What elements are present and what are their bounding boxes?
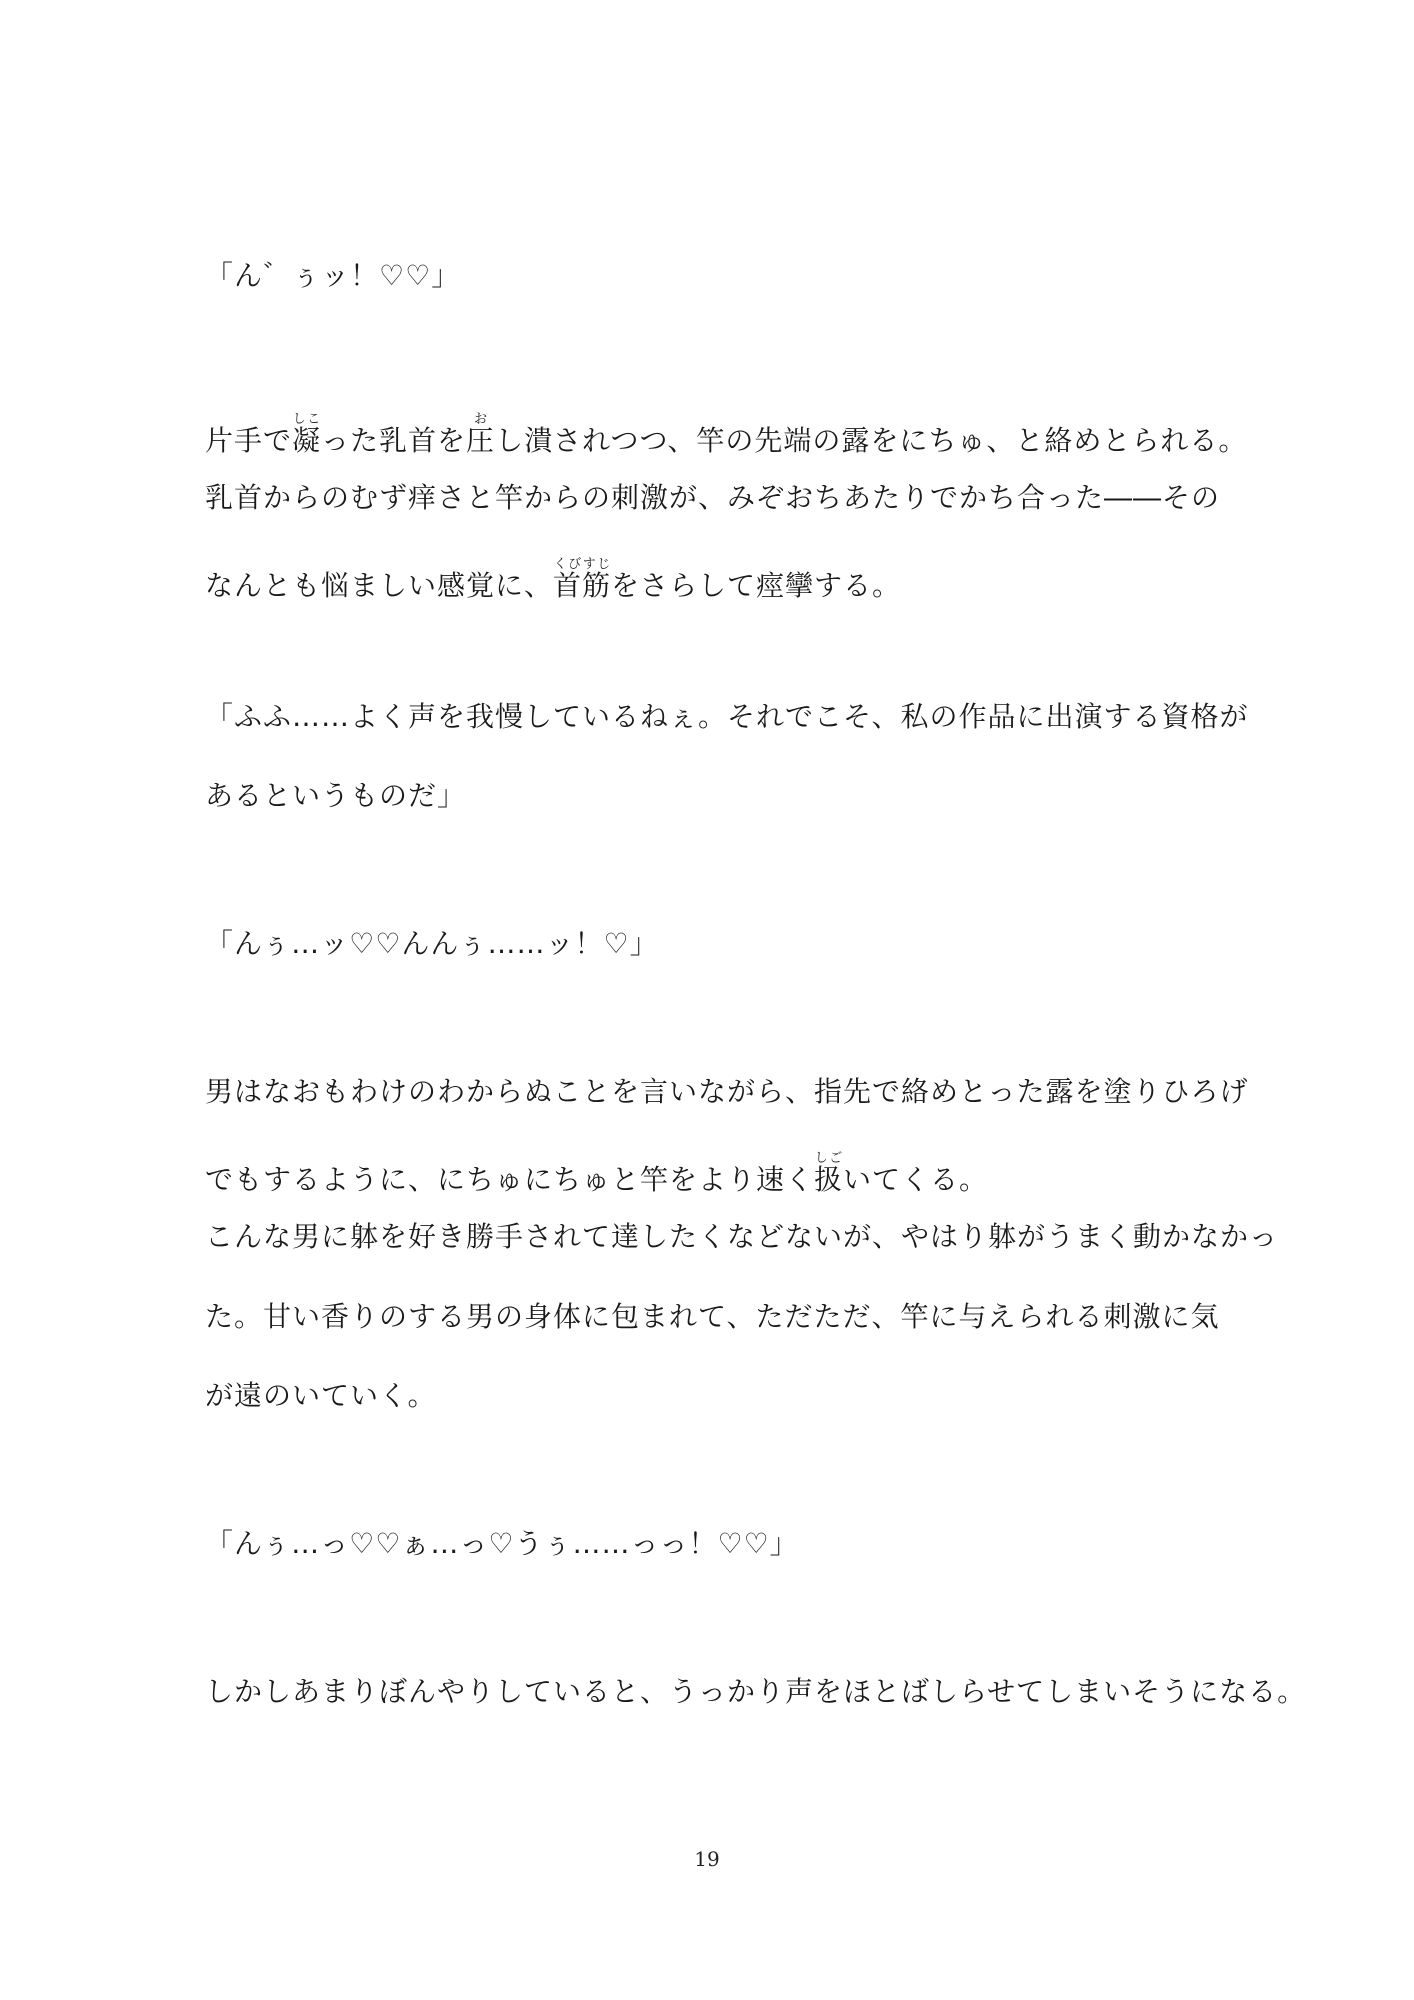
- ruby-reading: お: [466, 412, 496, 427]
- narration-line-1: [205, 412, 1247, 461]
- dialogue-line-2a: 「ふふ……よく声を我慢しているねぇ。それでこそ、私の作品に出演する資格が: [205, 700, 1249, 733]
- text-segment: った乳首を: [321, 424, 467, 457]
- dialogue-line-4: 「んぅ…っ♡♡ぁ…っ♡うぅ……っっ！♡♡」: [205, 1527, 799, 1560]
- narration-line-7: た。甘い香りのする男の身体に包まれて、ただただ、竿に与えられる刺激に気: [205, 1300, 1220, 1333]
- dialogue-line-3: 「んぅ…ッ♡♡んんぅ……ッ！♡」: [205, 927, 659, 960]
- narration-line-5: [205, 1151, 988, 1200]
- narration-line-2: 乳首からのむず痒さと竿からの刺激が、みぞおちあたりでかち合った――その: [205, 481, 1221, 514]
- ruby-reading: しご: [814, 1151, 844, 1166]
- dialogue-line-2b: あるというものだ」: [205, 779, 467, 812]
- page-number: 19: [694, 1847, 720, 1871]
- text-segment: し潰されつつ、竿の先端の露をにちゅ、と絡めとられる。: [495, 424, 1248, 457]
- narration-line-3: [205, 557, 901, 606]
- ruby-word: [292, 412, 322, 457]
- text-segment: いてくる。: [843, 1163, 989, 1196]
- ruby-base: 圧: [466, 424, 496, 457]
- ruby-word: [466, 412, 496, 457]
- ruby-base: 扱: [814, 1163, 844, 1196]
- text-segment: なんとも悩ましい感覚に、: [205, 569, 554, 602]
- text-segment: 片手で: [205, 424, 293, 457]
- text-segment: でもするように、にちゅにちゅと竿をより速く: [205, 1163, 815, 1196]
- ruby-reading: くびすじ: [553, 557, 612, 572]
- narration-line-4: 男はなおもわけのわからぬことを言いながら、指先で絡めとった露を塗りひろげ: [205, 1075, 1249, 1108]
- ruby-reading: しこ: [292, 412, 322, 427]
- ruby-word: [553, 557, 612, 602]
- ruby-word: [814, 1151, 844, 1196]
- ruby-base: 凝: [292, 424, 322, 457]
- narration-line-6: こんな男に躰を好き勝手されて達したくなどないが、やはり躰がうまく動かなかっ: [205, 1220, 1279, 1253]
- dialogue-line-1: 「ん゛ぅッ！♡♡」: [205, 259, 461, 292]
- text-segment: をさらして痙攣する。: [611, 569, 902, 602]
- ruby-base: 首筋: [553, 569, 612, 602]
- narration-line-8: が遠のいていく。: [205, 1379, 437, 1412]
- narration-line-9: しかしあまりぼんやりしていると、うっかり声をほとばしらせてしまいそうになる。: [205, 1675, 1307, 1708]
